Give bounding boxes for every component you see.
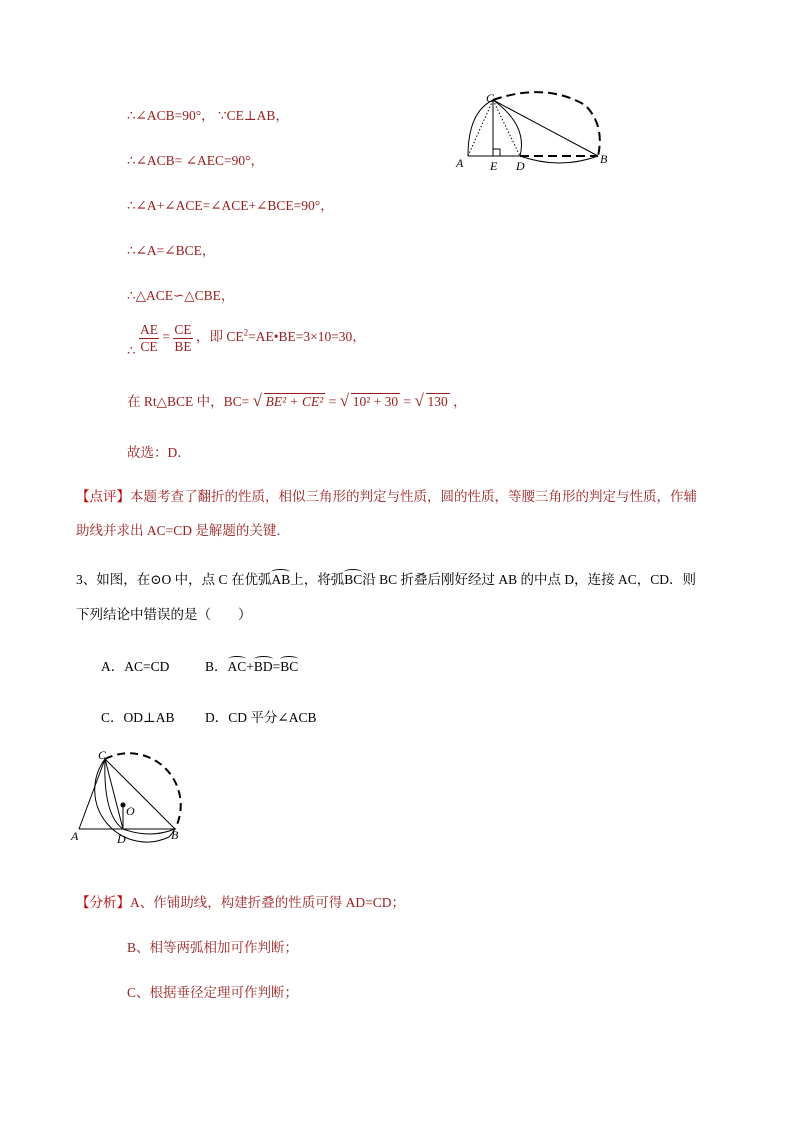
label-b: B xyxy=(171,828,179,842)
fraction-2-numerator: CE xyxy=(174,322,192,337)
sqrt-10sq-30 xyxy=(340,393,400,410)
label-a: A xyxy=(71,829,79,843)
arc-bc-option: BC xyxy=(280,659,299,674)
solution-line-3: ∴∠A+∠ACE=∠ACE+∠BCE=90°， xyxy=(127,198,334,213)
chord-c-b xyxy=(493,100,598,156)
figure-2-diagram xyxy=(65,745,195,850)
analysis-label: 【分析】 xyxy=(76,895,130,910)
rt-bce-prefix: 在 Rt△BCE 中，BC= xyxy=(127,394,250,409)
label-a: A xyxy=(456,156,464,170)
ce-squared-text-b: =AE•BE=3×10=30， xyxy=(248,329,366,345)
solution-line-5: ∴△ACE∽△CBE， xyxy=(127,288,235,303)
segment-c-b xyxy=(105,759,175,829)
analysis-text-a: A、作铺助线，构建折叠的性质可得 AD=CD； xyxy=(130,895,405,910)
arc-bd: BD xyxy=(253,659,273,674)
equals-sign: = xyxy=(162,329,170,345)
label-b: B xyxy=(600,152,608,166)
option-b-equals: = xyxy=(272,659,281,674)
fraction-2-denominator: BE xyxy=(174,338,192,354)
dashed-arc-c-b xyxy=(493,92,600,156)
analysis-line-a xyxy=(76,891,405,911)
label-c: C xyxy=(486,91,495,105)
option-b-prefix: B． xyxy=(205,659,228,674)
option-b[interactable] xyxy=(205,655,298,675)
q3-text-a: 3、如图，在⊙O 中，点 C 在优弧 xyxy=(76,572,272,587)
review-label: 【点评】 xyxy=(76,489,130,504)
radicand-2: 10² + 30 xyxy=(352,394,399,409)
lower-arc-d-b xyxy=(520,156,598,163)
review-line-1 xyxy=(76,485,697,505)
circle-dashed-arc xyxy=(105,753,181,829)
arc-bc: BC xyxy=(344,572,363,587)
fraction-ce-be xyxy=(173,322,192,354)
arc-ab: AB xyxy=(271,572,291,587)
label-d: D xyxy=(117,832,126,846)
folded-arc-c-d xyxy=(493,100,521,156)
sqrt-be2-ce2 xyxy=(253,393,326,410)
ce-squared-text-a: ，即 CE xyxy=(195,329,244,345)
figure-1-diagram xyxy=(450,90,625,175)
line-7-end: ， xyxy=(453,394,467,409)
review-line-2: 助线并求出 AC=CD 是解题的关键． xyxy=(76,523,290,538)
analysis-line-c: C、根据垂径定理可作判断； xyxy=(127,985,299,1000)
radicand-3: 130 xyxy=(427,394,448,409)
equals-2: = xyxy=(403,394,415,409)
solution-line-4: ∴∠A=∠BCE， xyxy=(127,243,216,258)
option-c[interactable]: C．OD⊥AB xyxy=(101,710,175,725)
label-o: O xyxy=(126,804,135,818)
dotted-c-d xyxy=(493,100,520,156)
option-d[interactable]: D．CD 平分∠ACB xyxy=(205,710,317,725)
question-3-line-1 xyxy=(76,568,696,588)
center-point-o xyxy=(121,803,126,808)
label-c: C xyxy=(98,748,107,762)
circle-solid-arc xyxy=(95,759,169,842)
right-angle-mark xyxy=(493,149,500,156)
solution-line-2: ∴∠ACB= ∠AEC=90°， xyxy=(127,153,264,168)
superscript-2: 2 xyxy=(243,327,249,338)
plus-sign: + xyxy=(246,659,254,674)
label-e: E xyxy=(490,159,498,173)
therefore-symbol: ∴ xyxy=(127,343,136,359)
arc-ac: AC xyxy=(227,659,247,674)
equals-1: = xyxy=(328,394,340,409)
segment-c-a xyxy=(79,759,105,829)
label-d: D xyxy=(516,159,525,173)
fraction-1-numerator: AE xyxy=(139,322,158,337)
option-a[interactable]: A．AC=CD xyxy=(101,659,170,674)
review-text-1: 本题考查了翻折的性质，相似三角形的判定与性质，圆的性质，等腰三角形的判定与性质，作辅 xyxy=(130,489,697,504)
sqrt-130 xyxy=(415,393,450,410)
q3-text-c: 沿 BC 折叠后刚好经过 AB 的中点 D，连接 AC，CD．则 xyxy=(362,572,697,587)
question-3-line-2: 下列结论中错误的是（ ） xyxy=(76,607,252,622)
solution-line-7 xyxy=(127,390,467,410)
solution-line-6 xyxy=(127,322,366,359)
solution-line-1: ∴∠ACB=90°， ∵CE⊥AB， xyxy=(127,108,289,123)
folded-arc xyxy=(105,759,175,834)
q3-text-b: 上，将弧 xyxy=(290,572,345,587)
fraction-ae-ce xyxy=(139,322,159,354)
fraction-1-denominator: CE xyxy=(140,338,158,354)
solution-line-8: 故选：D． xyxy=(127,445,191,460)
analysis-line-b: B、相等两弧相加可作判断； xyxy=(127,940,299,955)
radicand-1: BE² + CE² xyxy=(265,394,324,409)
